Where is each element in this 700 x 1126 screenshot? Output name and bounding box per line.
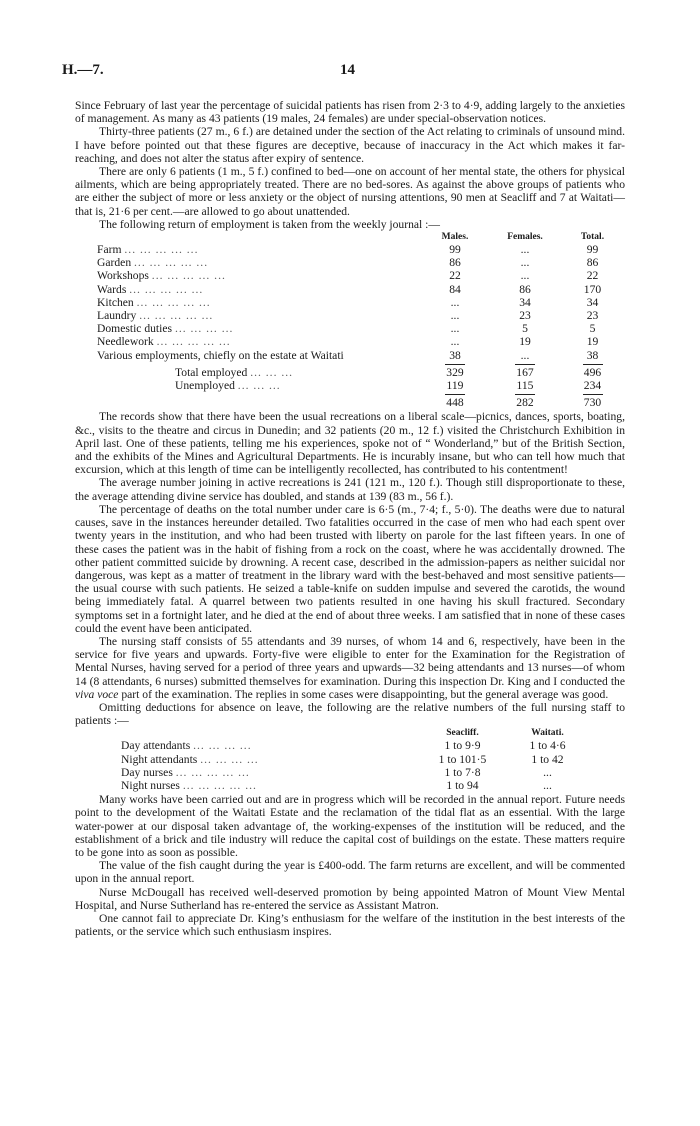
paragraph: The percentage of deaths on the total number under care is 6·5 (m., 7·4; f., 5·0). The deaths were due to natural causes, save in the instances hereunder detailed. Two fatalities occurred in the case of men who had each spent over twenty years in the institution, and who had been trusted with liberty on parole for the last fifteen years. In one of these cases the patient was in the habit of fishing from a rock on the coast, where he was accidentally drowned. The other patient committed suicide by drowning. A recent case, described in the admission-papers as neither suicidal nor dangerous, was kept as a matter of treatment in the library ward with the best-behaved and most sensitive patients—the usual course with such patients. He seized a table-knife on sudden impulse and severed the carotids, the wound being immediately fatal. A quarrel between two patients resulted in one having his skull fractured. Secondary symptoms set in a fortnight later, and he died at the end of about three weeks. I am satisfied that in none of these cases could the event have been anticipated.	[75, 502, 625, 635]
leader-dots: ... ... ... ...	[200, 752, 259, 766]
cell-waitati: 1 to 42	[531, 752, 564, 766]
cell-females: 86	[519, 282, 531, 296]
table-row	[75, 269, 625, 282]
table-row	[75, 753, 625, 766]
table-row	[75, 739, 625, 752]
table-row	[75, 283, 625, 296]
row-label: Night nurses	[121, 778, 180, 792]
table-row	[75, 309, 625, 322]
page-body	[75, 99, 625, 938]
cell-females: 167	[516, 365, 534, 379]
cell-total: 22	[586, 269, 599, 283]
document-reference: H.—7.	[62, 62, 104, 78]
cell-females: 282	[516, 396, 534, 410]
cell-seacliff: 1 to 7·8	[444, 765, 481, 779]
row-label: Total employed	[175, 365, 248, 379]
subtotal-row	[75, 366, 625, 379]
cell-males: ...	[450, 295, 460, 309]
leader-dots: ... ... ... ... ...	[136, 295, 211, 309]
cell-total: 99	[586, 243, 599, 257]
row-label: Garden	[97, 256, 132, 270]
row-label: Unemployed	[175, 379, 235, 393]
leader-dots: ... ... ... ... ...	[156, 335, 231, 349]
cell-females: 115	[516, 379, 534, 393]
row-label: Night attendants	[121, 752, 198, 766]
table-header-row	[75, 728, 625, 739]
paragraph: Omitting deductions for absence on leave, the following are the relative numbers of the full nursing staff to patients :—	[75, 700, 625, 728]
row-label: Wards	[97, 282, 127, 296]
row-label: Various employments, chiefly on the estate at Waitati	[97, 348, 344, 362]
employment-table	[75, 232, 625, 409]
table-header-row	[75, 232, 625, 243]
row-label: Day attendants	[121, 739, 191, 753]
cell-waitati: 1 to 4·6	[529, 739, 566, 753]
leader-dots: ... ... ... ... ...	[151, 269, 226, 283]
cell-total: 170	[583, 282, 602, 296]
paragraph: The value of the fish caught during the year is £400-odd. The farm returns are excellent, and will be commented upon in the annual report.	[75, 859, 625, 886]
cell-total: 34	[586, 295, 599, 309]
row-label: Domestic duties	[97, 322, 173, 336]
row-label: Farm	[97, 243, 122, 257]
cell-total: 5	[589, 322, 596, 336]
cell-total: 23	[586, 309, 599, 323]
table-row	[75, 335, 625, 348]
table-row	[75, 349, 625, 362]
cell-waitati: ...	[543, 778, 552, 792]
cell-seacliff: 1 to 9·9	[444, 739, 481, 753]
table-row	[75, 256, 625, 269]
paragraph-text: The nursing staff consists of 55 attendants and 39 nurses, of whom 14 and 6, respectively, have been in the service for five years and upwards. Forty-five were eligible to enter for the Examination for the Registration of Mental Nurses, having served for a period of three years and upwards—32 being attendants and 13 nurses—of whom 14 (8 attendants, 6 nurses) submitted themselves for examination. During this inspection Dr. King and I conducted the	[75, 634, 625, 688]
row-label: Kitchen	[97, 295, 134, 309]
paragraph: One cannot fail to appreciate Dr. King’s enthusiasm for the welfare of the institution in the best interests of the patients, or the service which such enthusiasm inspires.	[75, 911, 625, 939]
subtotal-row	[75, 379, 625, 392]
nursing-ratio-table	[75, 728, 625, 792]
cell-total: 234	[583, 379, 602, 393]
leader-dots: ... ... ... ... ...	[124, 243, 199, 257]
leader-dots: ... ... ... ... ...	[129, 282, 204, 296]
cell-males: ...	[450, 322, 460, 336]
column-header-total: Total.	[580, 232, 605, 243]
paragraph: Thirty-three patients (27 m., 6 f.) are detained under the section of the Act relating to criminals of unsound mind. I have before pointed out that these figures are deceptive, because of inaccuracy in the Act which makes it far-reaching, and does not alter the status after expiry of sentence.	[75, 125, 625, 165]
cell-females: 19	[519, 335, 531, 349]
paragraph: Many works have been carried out and are in progress which will be recorded in the annual report. Future needs point to the development of the Waitati Estate and the reclamation of the tidal flat as an essential. With the large water-power at our disposal taken advantage of, the working-expenses of the institution will be reduced, and the establishment of a brick and tile industry will reduce the capital cost of buildings on the estate. These matters require to be gone into as soon as possible.	[75, 793, 625, 859]
leader-dots: ... ... ... ... ...	[134, 256, 209, 270]
row-label: Workshops	[97, 269, 149, 283]
column-header-seacliff: Seacliff.	[446, 728, 479, 739]
table-row	[75, 243, 625, 256]
cell-males: ...	[450, 309, 460, 323]
cell-males: 99	[449, 243, 461, 257]
cell-total: 496	[583, 365, 602, 379]
column-header-males: Males.	[441, 232, 469, 243]
leader-dots: ... ... ... ... ...	[175, 765, 250, 779]
cell-waitati: ...	[543, 765, 552, 779]
cell-females: 5	[522, 322, 528, 336]
cell-males: 119	[446, 379, 464, 393]
cell-males: 22	[449, 269, 461, 283]
cell-males: 86	[449, 256, 461, 270]
table-row	[75, 766, 625, 779]
paragraph: There are only 6 patients (1 m., 5 f.) confined to bed—one on account of her mental state, the others for physical ailments, which are being appropriately treated. There are no bed-sores. As against the above groups of patients who are either the subject of more or less anxiety or the object of nursing attentions, 90 men at Seacliff and 7 at Waitati—that is, 21·6 per cent.—are allowed to go about unattended.	[75, 165, 625, 218]
paragraph: The average number joining in active recreations is 241 (121 m., 120 f.). Though still disproportionate to these, the average attending divine service has doubled, and stands at 139 (83 m., 56 f.).	[75, 476, 625, 503]
cell-males: 84	[449, 282, 461, 296]
table-row	[75, 322, 625, 335]
cell-females: ...	[520, 256, 530, 270]
cell-females: 23	[519, 309, 531, 323]
page-number: 14	[340, 62, 355, 78]
cell-females: ...	[520, 269, 530, 283]
cell-males: ...	[450, 335, 460, 349]
cell-males: 448	[446, 396, 464, 410]
cell-females: ...	[520, 348, 530, 362]
cell-females: ...	[520, 243, 530, 257]
page-header	[62, 64, 640, 82]
cell-total: 86	[586, 256, 599, 270]
leader-dots: ... ... ... ... ...	[139, 309, 214, 323]
paragraph-text: part of the examination. The replies in some cases were disappointing, but the general average was good.	[118, 687, 609, 701]
paragraph	[75, 635, 625, 701]
paragraph: Nurse McDougall has received well-deserved promotion by being appointed Matron of Mount View Mental Hospital, and Nurse Sutherland has re-entered the service as Assistant Matron.	[75, 885, 625, 912]
cell-seacliff: 1 to 101·5	[438, 752, 487, 766]
cell-total: 19	[586, 335, 599, 349]
paragraph: The records show that there have been the usual recreations on a liberal scale—picnics, dances, sports, boating, &c., visits to the theatre and circus in Dunedin; and 32 patients (20 m., 12 f.) visited the Christchurch Exhibition in April last. One of these patients, telling me his experiences, spoke not of “ Wonderland,” but of the British Section, and the exhibits of the Mines and Agricultural Departments. He is incurably insane, but who can tell how much that excursion, which at this length of time can be intelligently recollected, has contributed to his contentment!	[75, 410, 625, 477]
row-label: Day nurses	[121, 765, 173, 779]
cell-females: 34	[519, 295, 531, 309]
cell-males: 329	[446, 365, 464, 379]
cell-seacliff: 1 to 94	[446, 778, 479, 792]
italic-text: viva voce	[75, 687, 119, 701]
leader-dots: ... ... ... ...	[193, 739, 252, 753]
cell-total: 38	[586, 348, 599, 362]
paragraph: The following return of employment is taken from the weekly journal :—	[99, 217, 440, 231]
column-header-females: Females.	[507, 232, 543, 243]
table-row	[75, 296, 625, 309]
row-label: Laundry	[97, 309, 137, 323]
table-row	[75, 779, 625, 792]
column-header-waitati: Waitati.	[531, 728, 564, 739]
grand-total-row	[75, 396, 625, 409]
leader-dots: ... ... ... ...	[174, 322, 234, 336]
cell-males: 38	[449, 348, 461, 362]
paragraph: Since February of last year the percentage of suicidal patients has risen from 2·3 to 4·9, adding largely to the anxieties of management. As many as 43 patients (19 males, 24 females) are under special-observation notices.	[75, 99, 625, 126]
leader-dots: ... ... ...	[237, 379, 281, 393]
leader-dots: ... ... ...	[250, 365, 294, 379]
leader-dots: ... ... ... ... ...	[182, 778, 257, 792]
cell-total: 730	[583, 396, 602, 410]
row-label: Needlework	[97, 335, 154, 349]
